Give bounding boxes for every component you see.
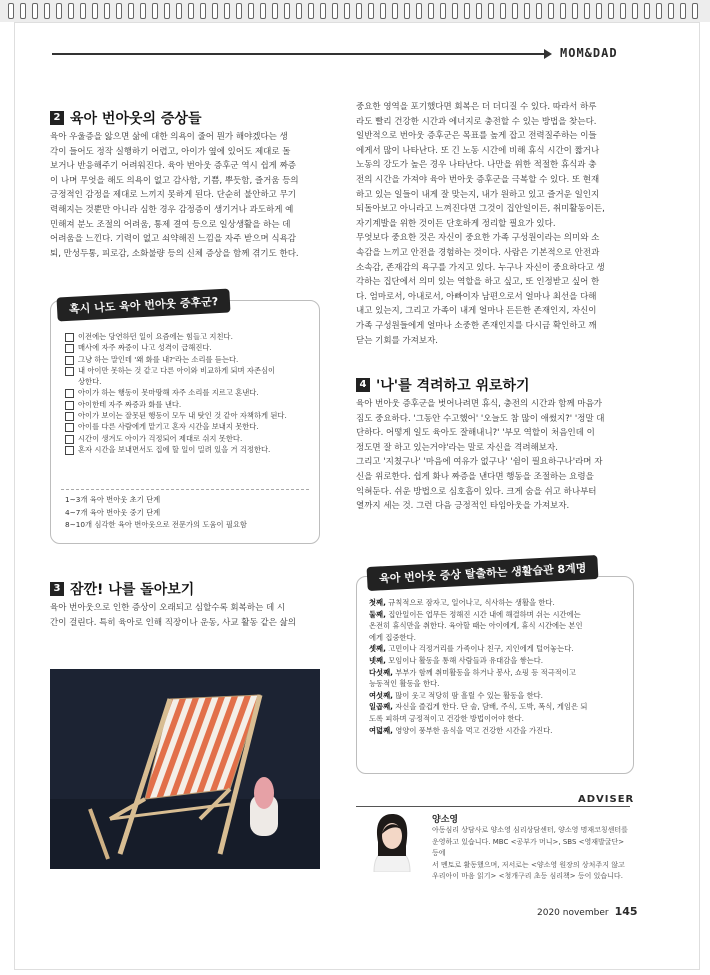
text-line: 에게서 많이 나타난다. 또 긴 노동 시간에 비해 휴식 시간이 짧거나 xyxy=(356,145,600,156)
bio-line: 아동심리 상담사로 양소영 심리상담센터, 양소영 명재코칭센터를 xyxy=(432,826,628,834)
scale-line: 4~7개 육아 번아웃 중기 단계 xyxy=(65,507,161,517)
checkbox-icon xyxy=(65,344,74,353)
text-line: 전의 시간을 가져야 육아 번아웃 증후군을 극복할 수 있다. 또 현재 xyxy=(356,174,600,185)
spiral-ring-icon xyxy=(464,3,470,19)
spiral-ring-icon xyxy=(512,3,518,19)
magazine-brand: MOM&DAD xyxy=(560,46,618,60)
spiral-ring-icon xyxy=(356,3,362,19)
habits-tag: 육아 번아웃 증상 탈출하는 생활습관 8계명 xyxy=(367,555,599,591)
spiral-ring-icon xyxy=(20,3,26,19)
habit-item: 온전히 휴식만을 취한다. 육아할 때는 아이에게, 휴식 시간에는 본인 xyxy=(369,621,583,631)
spiral-ring-icon xyxy=(344,3,350,19)
section-number: 2 xyxy=(50,111,64,125)
adviser-portrait xyxy=(360,812,424,872)
checkbox-icon xyxy=(65,435,74,444)
spiral-ring-icon xyxy=(320,3,326,19)
spiral-ring-icon xyxy=(476,3,482,19)
section-3-title xyxy=(50,579,194,599)
spiral-ring-icon xyxy=(284,3,290,19)
habits-box xyxy=(356,561,634,774)
text-line: 익혀둔다. 쉬운 방법으로 심호흡이 있다. 크게 숨을 쉬고 하나부터 xyxy=(356,486,597,497)
text-line: 이 나며 무엇을 해도 의욕이 없고 감사함, 기쁨, 뿌듯함, 즐거움 등의 xyxy=(50,175,299,186)
text-line: 짐도 중요하다. '그동안 수고했어' '오늘도 참 많이 애썼지?' '정말 대 xyxy=(356,413,605,424)
text-line: 속감을 느끼고 안전을 경험하는 것이다. 사람은 기본적으로 안전과 xyxy=(356,247,600,258)
spiral-ring-icon xyxy=(68,3,74,19)
spiral-ring-icon xyxy=(644,3,650,19)
text-line: 어려움을 느낀다. 기력이 없고 쇠약해진 느낌을 자주 받으며 식욕감 xyxy=(50,234,297,245)
text-line: 하고 있는 일들이 내게 잘 맞는지, 내가 원하고 있고 즐거운 일인지 xyxy=(356,189,600,200)
habit-item: 일곱째, 자신을 즐겁게 한다. 단 술, 담배, 주식, 도박, 폭식, 게임은 되 xyxy=(369,702,588,712)
section-3-body xyxy=(50,601,318,630)
checkbox-icon xyxy=(65,401,74,410)
spiral-ring-icon xyxy=(56,3,62,19)
spiral-ring-icon xyxy=(128,3,134,19)
checklist-item[interactable]: 매사에 자주 짜증이 나고 성격이 급해진다. xyxy=(65,342,313,353)
spiral-ring-icon xyxy=(272,3,278,19)
checkbox-icon xyxy=(65,412,74,421)
checklist-item[interactable]: 시간이 생겨도 아이가 걱정되어 제대로 쉬지 못한다. xyxy=(65,433,313,444)
habit-list xyxy=(369,597,627,736)
spiral-ring-icon xyxy=(92,3,98,19)
checkbox-icon xyxy=(65,333,74,342)
text-line: 보거나 반응해주기 어려워진다. 육아 번아웃 증후군 역시 쉽게 짜증 xyxy=(50,161,297,172)
text-line: 각이 들어도 정작 실행하기 어렵고, 아이가 옆에 있어도 제대로 돌 xyxy=(50,146,291,157)
text-line: 무엇보다 중요한 것은 자신이 중요한 가족 구성원이라는 의미와 소 xyxy=(356,233,600,244)
habit-item: 둘째, 집안일이든 업무든 정해진 시간 내에 해결하며 쉬는 시간에는 xyxy=(369,609,581,619)
text-line: 자기계발을 위한 것이든 단호하게 정리할 필요가 있다. xyxy=(356,218,556,229)
adviser-title: ADVISER xyxy=(578,794,635,805)
text-line: 라도 빨리 건강한 시간과 에너지로 충전할 수 있는 방법을 찾는다. xyxy=(356,116,597,127)
adviser-name: 양소영 xyxy=(432,815,459,825)
spiral-ring-icon xyxy=(32,3,38,19)
habit-item: 여덟째, 영양이 풍부한 음식을 먹고 건강한 시간을 가진다. xyxy=(369,725,553,735)
text-line: 닫는 기회를 가져보자. xyxy=(356,335,439,346)
spiral-ring-icon xyxy=(668,3,674,19)
adviser-bio xyxy=(432,825,630,883)
text-line: 노동의 강도가 높은 경우 나타난다. 나만을 위한 적절한 휴식과 충 xyxy=(356,160,597,171)
checklist-item[interactable]: 아이가 하는 행동이 못마땅해 자주 소리를 지르고 혼낸다. xyxy=(65,387,313,398)
bio-line: 서 멘토로 활동했으며, 저서로는 <양소영 원장의 상처주지 않고 xyxy=(432,860,625,869)
section-4-body xyxy=(356,397,632,514)
spiral-ring-icon xyxy=(104,3,110,19)
spiral-ring-icon xyxy=(404,3,410,19)
habit-item: 다섯째, 부부가 함께 취미활동을 하거나 봉사, 쇼핑 등 적극적이고 xyxy=(369,667,576,677)
adviser-rule xyxy=(356,806,630,807)
checkbox-icon xyxy=(65,367,74,376)
spiral-ring-icon xyxy=(572,3,578,19)
spiral-ring-icon xyxy=(212,3,218,19)
checklist-item[interactable]: 이전에는 당연하던 일이 요즘에는 힘들고 지친다. xyxy=(65,331,313,342)
spiral-ring-icon xyxy=(140,3,146,19)
spiral-ring-icon xyxy=(596,3,602,19)
checklist-item[interactable]: 그냥 하는 말인데 '왜 화를 내?'라는 소리를 듣는다. xyxy=(65,354,313,365)
checklist-tag: 혹시 나도 육아 번아웃 증후군? xyxy=(56,288,230,321)
text-line: 다. 엄마로서, 아내로서, 아빠이자 남편으로서 얼마나 최선을 다해 xyxy=(356,291,597,302)
text-line: 민해져 분노 조절의 어려움, 통제 결여 등으로 일상생활을 하는 데 xyxy=(50,219,291,230)
spiral-ring-icon xyxy=(560,3,566,19)
spiral-ring-icon xyxy=(296,3,302,19)
divider xyxy=(61,489,309,490)
spiral-ring-icon xyxy=(380,3,386,19)
text-line: 긍정적인 감정을 제대로 느끼지 못하게 된다. 단순히 불안하고 무기 xyxy=(50,190,297,201)
spiral-binding xyxy=(0,0,710,22)
section-2-body xyxy=(50,130,318,261)
scale-line: 8~10개 심각한 육아 번아웃으로 전문가의 도움이 필요함 xyxy=(65,520,247,529)
checkbox-icon xyxy=(65,389,74,398)
spiral-ring-icon xyxy=(116,3,122,19)
text-line: 단하다. 어떻게 일도 육아도 잘해내니?' '부모 역할이 처음인데 이 xyxy=(356,428,595,439)
checklist-item[interactable]: 아이가 보이는 잘못된 행동이 모두 내 탓인 것 같아 자책하게 된다. xyxy=(65,410,313,421)
spiral-ring-icon xyxy=(416,3,422,19)
spiral-ring-icon xyxy=(428,3,434,19)
section-2-title xyxy=(50,108,201,128)
section-heading: 잠깐! 나를 돌아보기 xyxy=(70,582,195,598)
spiral-ring-icon xyxy=(680,3,686,19)
text-line: 력해지는 것뿐만 아니라 심한 경우 감정증이 생기거나 과도하게 예 xyxy=(50,204,294,215)
issue-label: 2020 november xyxy=(537,908,609,918)
text-line: 정도면 잘 하고 있는거야'라는 말로 자신을 격려해보자. xyxy=(356,442,558,453)
text-line: 그리고 '지쳤구나' '마음에 여유가 없구나' '쉼이 필요하구나'라며 자 xyxy=(356,457,603,468)
spiral-ring-icon xyxy=(248,3,254,19)
text-line: 중요한 영역을 포기했다면 회복은 더 더디질 수 있다. 따라서 하루 xyxy=(356,102,597,112)
right-column-body xyxy=(356,100,632,348)
spiral-ring-icon xyxy=(440,3,446,19)
spiral-ring-icon xyxy=(224,3,230,19)
checklist-scale xyxy=(65,494,247,532)
burnout-checklist xyxy=(50,295,320,544)
text-line: 각하는 집단에서 의미 있는 역할을 하고 싶고, 또 인정받고 싶어 한 xyxy=(356,277,600,288)
spiral-ring-icon xyxy=(164,3,170,19)
habit-item: 셋째, 고민이나 걱정거리를 가족이나 친구, 지인에게 털어놓는다. xyxy=(369,644,574,654)
text-line: 되돌아보고 아니라고 느껴진다면 그것이 집안일이든, 취미활동이든, xyxy=(356,204,605,215)
habit-item: 넷째, 모임이나 활동을 통해 사람들과 유대감을 쌓는다. xyxy=(369,655,544,665)
spiral-ring-icon xyxy=(656,3,662,19)
spiral-ring-icon xyxy=(176,3,182,19)
text-line: 간이 걸린다. 특히 육아로 인해 직장이나 운동, 사교 활동 같은 삶의 xyxy=(50,617,296,628)
spiral-ring-icon xyxy=(692,3,698,19)
bio-line: 운영하고 있습니다. MBC <공부가 머니>, SBS <영재발굴단> 등에 xyxy=(432,837,625,857)
checklist-item[interactable]: 내 아이만 못하는 것 같고 다른 아이와 비교하게 되며 자존심이 xyxy=(65,365,313,376)
scale-line: 1~3개 육아 번아웃 초기 단계 xyxy=(65,495,161,504)
spiral-ring-icon xyxy=(620,3,626,19)
text-line: 일반적으로 번아웃 증후군은 목표를 높게 잡고 전력질주하는 이들 xyxy=(356,131,597,142)
text-line: 가족 구성원들에게 얼마나 소중한 존재인지를 다시금 확인하고 깨 xyxy=(356,320,597,331)
checkbox-icon xyxy=(65,446,74,455)
habit-item: 도록 피하며 긍정적이고 건강한 방법이어야 한다. xyxy=(369,713,524,723)
spiral-ring-icon xyxy=(524,3,530,19)
habit-item: 능동적인 활동을 한다. xyxy=(369,679,440,689)
checkbox-icon xyxy=(65,356,74,365)
checklist-items xyxy=(65,331,313,455)
spiral-ring-icon xyxy=(332,3,338,19)
spiral-ring-icon xyxy=(260,3,266,19)
spiral-ring-icon xyxy=(200,3,206,19)
header-rule xyxy=(52,53,550,55)
text-line: 열까지 세는 것. 그런 다음 긍정적인 타임아웃을 가져보자. xyxy=(356,501,570,512)
text-line: 육아 우울증을 앓으면 삶에 대한 의욕이 줄어 뭔가 해야겠다는 생 xyxy=(50,132,288,142)
checklist-item[interactable]: 아이를 다른 사람에게 맡기고 혼자 시간을 보내지 못한다. xyxy=(65,421,313,432)
page-number: 145 xyxy=(614,905,638,918)
spiral-ring-icon xyxy=(500,3,506,19)
text-line: 육아 번아웃으로 인한 증상이 오래되고 심할수록 회복하는 데 시 xyxy=(50,603,286,613)
text-line: 퇴, 만성두통, 피로감, 소화불량 등의 신체 증상을 함께 겪기도 한다. xyxy=(50,248,299,259)
text-line: 내고 있는지, 그리고 가족이 내게 얼마나 든든한 존재인지, 자신이 xyxy=(356,306,597,317)
avatar xyxy=(360,812,424,872)
checklist-item-continued: 상한다. xyxy=(78,377,102,387)
section-number: 3 xyxy=(50,582,64,596)
habit-item: 에게 집중한다. xyxy=(369,632,416,642)
spiral-ring-icon xyxy=(236,3,242,19)
checkbox-icon xyxy=(65,423,74,432)
habit-item: 첫째, 규칙적으로 잠자고, 일어나고, 식사하는 생활을 한다. xyxy=(369,598,555,607)
spiral-ring-icon xyxy=(368,3,374,19)
section-number: 4 xyxy=(356,378,370,392)
section-heading: 육아 번아웃의 증상들 xyxy=(70,111,202,127)
habit-item: 여섯째, 많이 웃고 적당히 땀 흘릴 수 있는 활동을 한다. xyxy=(369,690,543,700)
text-line: 신을 위로한다. 쉽게 화나 짜증을 낸다면 행동을 조절하는 요령을 xyxy=(356,471,594,482)
spiral-ring-icon xyxy=(488,3,494,19)
spiral-ring-icon xyxy=(584,3,590,19)
bio-line: 우리아이 마음 읽기> <청개구리 초등 심리책> 등이 있습니다. xyxy=(432,872,623,880)
spiral-ring-icon xyxy=(632,3,638,19)
section-heading: '나'를 격려하고 위로하기 xyxy=(376,378,530,394)
page-footer xyxy=(537,905,638,918)
text-line: 육아 번아웃 증후군을 벗어나려면 휴식, 충전의 시간과 함께 마음가 xyxy=(356,399,603,409)
spiral-ring-icon xyxy=(152,3,158,19)
spiral-ring-icon xyxy=(44,3,50,19)
header-arrow-icon xyxy=(544,49,552,59)
spiral-ring-icon xyxy=(536,3,542,19)
spiral-ring-icon xyxy=(8,3,14,19)
section-4-title xyxy=(356,375,530,395)
spiral-ring-icon xyxy=(608,3,614,19)
checklist-item[interactable]: 혼자 시간을 보내면서도 집에 할 일이 밀려 있을 거 걱정한다. xyxy=(65,444,313,455)
beach-chair-photo xyxy=(50,669,320,869)
spiral-ring-icon xyxy=(548,3,554,19)
spiral-ring-icon xyxy=(308,3,314,19)
beach-chair-illustration xyxy=(50,669,320,869)
spiral-ring-icon xyxy=(452,3,458,19)
text-line: 소속감, 존재감의 욕구를 가지고 있다. 누구나 자신이 중요하다고 생 xyxy=(356,262,605,273)
spiral-ring-icon xyxy=(80,3,86,19)
spiral-ring-icon xyxy=(392,3,398,19)
checklist-item[interactable]: 아이한테 자주 짜증과 화를 낸다. xyxy=(65,399,313,410)
spiral-ring-icon xyxy=(188,3,194,19)
